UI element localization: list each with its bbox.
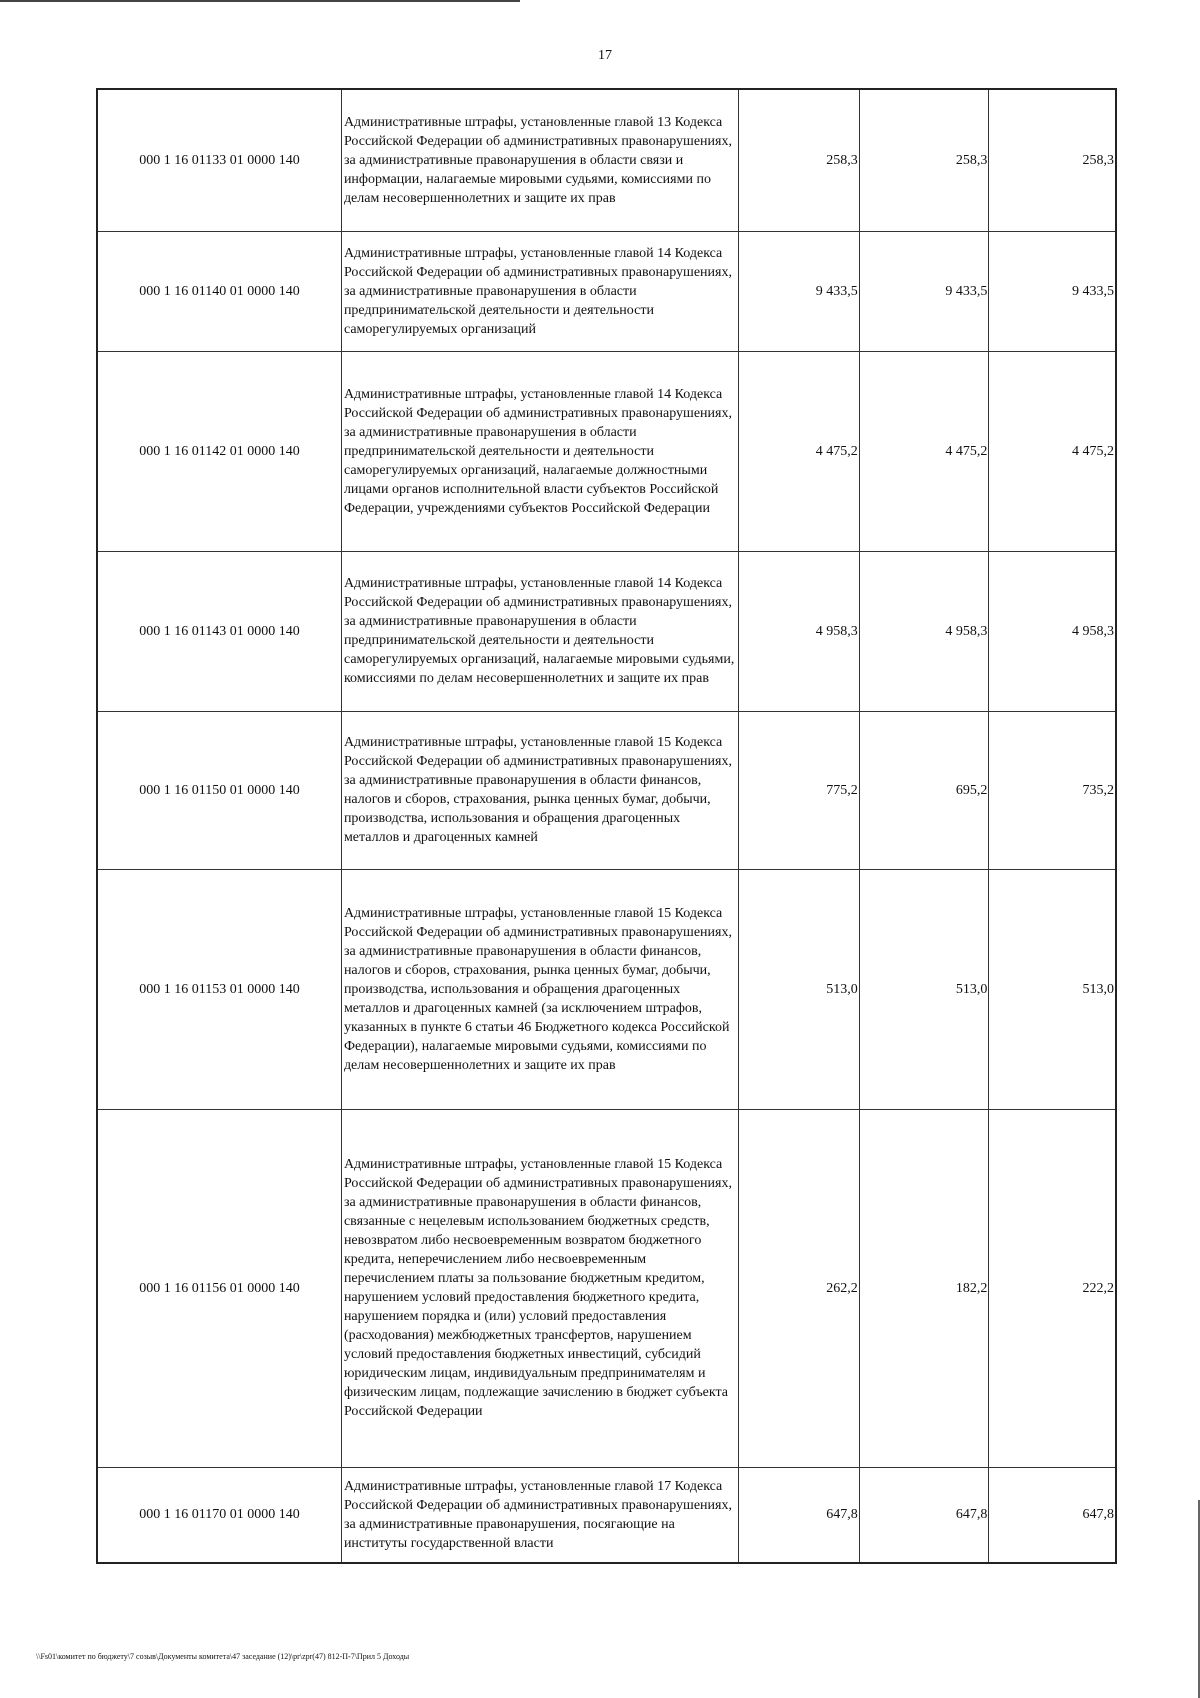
code-cell: 000 1 16 01133 01 0000 140 (97, 89, 341, 231)
value-cell-1: 262,2 (739, 1109, 860, 1467)
code-cell: 000 1 16 01140 01 0000 140 (97, 231, 341, 351)
description-cell: Административные штрафы, установленные главой 17 Кодекса Российской Федерации об административных правонарушениях, за административные правонарушения, посягающие на институты государственной власти (341, 1467, 738, 1563)
value-cell-3: 4 475,2 (989, 351, 1116, 551)
table-row (97, 351, 1116, 551)
table-row (97, 89, 1116, 231)
value-cell-1: 775,2 (739, 711, 860, 869)
value-cell-2: 647,8 (859, 1467, 989, 1563)
code-cell: 000 1 16 01156 01 0000 140 (97, 1109, 341, 1467)
table-row (97, 1109, 1116, 1467)
code-cell: 000 1 16 01142 01 0000 140 (97, 351, 341, 551)
value-cell-1: 647,8 (739, 1467, 860, 1563)
table-row (97, 1467, 1116, 1563)
value-cell-3: 258,3 (989, 89, 1116, 231)
code-cell: 000 1 16 01150 01 0000 140 (97, 711, 341, 869)
description-cell: Административные штрафы, установленные главой 14 Кодекса Российской Федерации об административных правонарушениях, за административные правонарушения в области предпринимательской деятельности и деятельности саморегулируемых организаций, налагаемые должностными лицами органов исполнительной власти субъектов Российской Федерации, учреждениями субъектов Российской Федерации (341, 351, 738, 551)
table-row (97, 711, 1116, 869)
description-cell: Административные штрафы, установленные главой 14 Кодекса Российской Федерации об административных правонарушениях, за административные правонарушения в области предпринимательской деятельности и деятельности саморегулируемых организаций (341, 231, 738, 351)
value-cell-3: 4 958,3 (989, 551, 1116, 711)
code-cell: 000 1 16 01143 01 0000 140 (97, 551, 341, 711)
value-cell-2: 182,2 (859, 1109, 989, 1467)
value-cell-3: 222,2 (989, 1109, 1116, 1467)
description-cell: Административные штрафы, установленные главой 13 Кодекса Российской Федерации об административных правонарушениях, за административные правонарушения в области связи и информации, налагаемые мировыми судьями, комиссиями по делам несовершеннолетних и защите их прав (341, 89, 738, 231)
code-cell: 000 1 16 01153 01 0000 140 (97, 869, 341, 1109)
top-border-line (0, 0, 520, 2)
value-cell-1: 4 958,3 (739, 551, 860, 711)
page-number: 17 (598, 48, 612, 63)
table-row (97, 869, 1116, 1109)
value-cell-2: 258,3 (859, 89, 989, 231)
value-cell-3: 9 433,5 (989, 231, 1116, 351)
value-cell-2: 695,2 (859, 711, 989, 869)
code-cell: 000 1 16 01170 01 0000 140 (97, 1467, 341, 1563)
description-cell: Административные штрафы, установленные главой 15 Кодекса Российской Федерации об административных правонарушениях, за административные правонарушения в области финансов, налогов и сборов, страхования, рынка ценных бумаг, добычи, производства, использования и обращения драгоценных металлов и драгоценных камней (за исключением штрафов, указанных в пункте 6 статьи 46 Бюджетного кодекса Российской Федерации), налагаемые мировыми судьями, комиссиями по делам несовершеннолетних и защите их прав (341, 869, 738, 1109)
value-cell-3: 735,2 (989, 711, 1116, 869)
value-cell-2: 4 958,3 (859, 551, 989, 711)
description-cell: Административные штрафы, установленные главой 15 Кодекса Российской Федерации об административных правонарушениях, за административные правонарушения в области финансов, налогов и сборов, страхования, рынка ценных бумаг, добычи, производства, использования и обращения драгоценных металлов и драгоценных камней (341, 711, 738, 869)
value-cell-2: 4 475,2 (859, 351, 989, 551)
description-cell: Административные штрафы, установленные главой 14 Кодекса Российской Федерации об административных правонарушениях, за административные правонарушения в области предпринимательской деятельности и деятельности саморегулируемых организаций, налагаемые мировыми судьями, комиссиями по делам несовершеннолетних и защите их прав (341, 551, 738, 711)
table-row (97, 551, 1116, 711)
value-cell-1: 9 433,5 (739, 231, 860, 351)
value-cell-3: 513,0 (989, 869, 1116, 1109)
value-cell-1: 4 475,2 (739, 351, 860, 551)
value-cell-1: 258,3 (739, 89, 860, 231)
value-cell-2: 513,0 (859, 869, 989, 1109)
value-cell-1: 513,0 (739, 869, 860, 1109)
revenue-table (96, 88, 1117, 1564)
value-cell-2: 9 433,5 (859, 231, 989, 351)
description-cell: Административные штрафы, установленные главой 15 Кодекса Российской Федерации об административных правонарушениях, за административные правонарушения в области финансов, связанные с нецелевым использованием бюджетных средств, невозвратом либо несвоевременным возвратом бюджетного кредита, неперечислением либо несвоевременным перечислением платы за пользование бюджетным кредитом, нарушением условий предоставления бюджетного кредита, нарушением порядка и (или) условий предоставления (расходования) межбюджетных трансфертов, нарушением условий предоставления бюджетных инвестиций, субсидий юридическим лицам, индивидуальным предпринимателям и физическим лицам, подлежащие зачислению в бюджет субъекта Российской Федерации (341, 1109, 738, 1467)
value-cell-3: 647,8 (989, 1467, 1116, 1563)
table-row (97, 231, 1116, 351)
file-path-footer: \\Fs01\комитет по бюджету\7 созыв\Документы комитета\47 заседание (12)\pr\zpr(47) 812-П-7\Прил 5 Доходы (36, 1652, 410, 1661)
